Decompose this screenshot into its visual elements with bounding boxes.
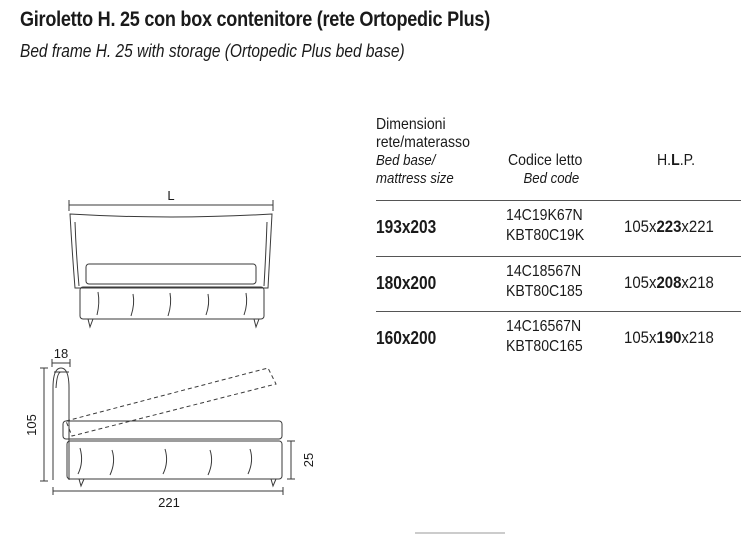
- footer-divider: [415, 532, 505, 534]
- width-label: L: [167, 188, 175, 203]
- row-hlp-p: x218: [681, 273, 714, 292]
- row-code-1: 14C19K67N: [506, 207, 583, 224]
- page-subtitle: Bed frame H. 25 with storage (Ortopedic Plus bed base): [20, 41, 405, 61]
- length-label: 221: [158, 495, 180, 510]
- dimensions-header-it-2: rete/materasso: [376, 134, 470, 151]
- code-header-en: Bed code: [523, 170, 580, 187]
- row-codes: [506, 206, 584, 246]
- table-row: [376, 257, 741, 312]
- dimensions-header-en-2: mattress size: [376, 170, 454, 187]
- row-code-2: KBT80C185: [506, 283, 583, 300]
- table-row: [376, 312, 741, 367]
- storage-lid-open-dashed: [66, 368, 276, 436]
- side-view-mattress: [63, 421, 282, 439]
- row-hlp-l: 208: [656, 273, 682, 292]
- row-hlp: [624, 217, 714, 237]
- height-label: 105: [24, 414, 39, 436]
- row-hlp-h: 105x: [624, 273, 657, 292]
- table-row: [376, 201, 741, 256]
- row-hlp-l: 223: [656, 217, 682, 236]
- hlp-header-p: .P.: [679, 152, 696, 169]
- row-hlp-h: 105x: [624, 217, 657, 236]
- front-view-mattress: [86, 264, 256, 284]
- front-view-headboard: [70, 214, 272, 288]
- row-hlp-l: 190: [656, 328, 682, 347]
- hlp-header-l: L: [671, 152, 680, 169]
- frame-height-dimension: [287, 441, 295, 479]
- row-code-2: KBT80C19K: [506, 227, 585, 244]
- front-view-bed-frame: [80, 287, 264, 327]
- dimensions-header-en-1: Bed base/: [376, 152, 436, 169]
- code-header: [508, 152, 582, 188]
- headboard-thickness-label: 18: [53, 346, 69, 361]
- row-codes: [506, 317, 583, 357]
- length-dimension: [53, 487, 283, 495]
- frame-height-label: 25: [301, 452, 316, 468]
- row-size: 193x203: [376, 217, 437, 237]
- hlp-header: [657, 152, 695, 170]
- row-hlp-p: x218: [681, 328, 714, 347]
- row-hlp: [624, 273, 714, 293]
- code-header-it: Codice letto: [508, 152, 583, 169]
- row-size: 180x200: [376, 273, 437, 293]
- page-title: Giroletto H. 25 con box contenitore (rete Ortopedic Plus): [20, 8, 490, 31]
- dimensions-header-it-1: Dimensioni: [376, 116, 446, 133]
- row-hlp-h: 105x: [624, 328, 657, 347]
- row-code-1: 14C18567N: [506, 263, 582, 280]
- dimensions-header: [376, 116, 470, 188]
- row-hlp: [624, 328, 714, 348]
- row-code-1: 14C16567N: [506, 318, 582, 335]
- height-dimension: [40, 368, 48, 481]
- row-hlp-p: x221: [681, 217, 714, 236]
- side-view-bed-frame: [67, 441, 282, 486]
- hlp-header-h: H.: [657, 152, 672, 169]
- row-code-2: KBT80C165: [506, 338, 583, 355]
- row-codes: [506, 262, 583, 302]
- row-size: 160x200: [376, 328, 437, 348]
